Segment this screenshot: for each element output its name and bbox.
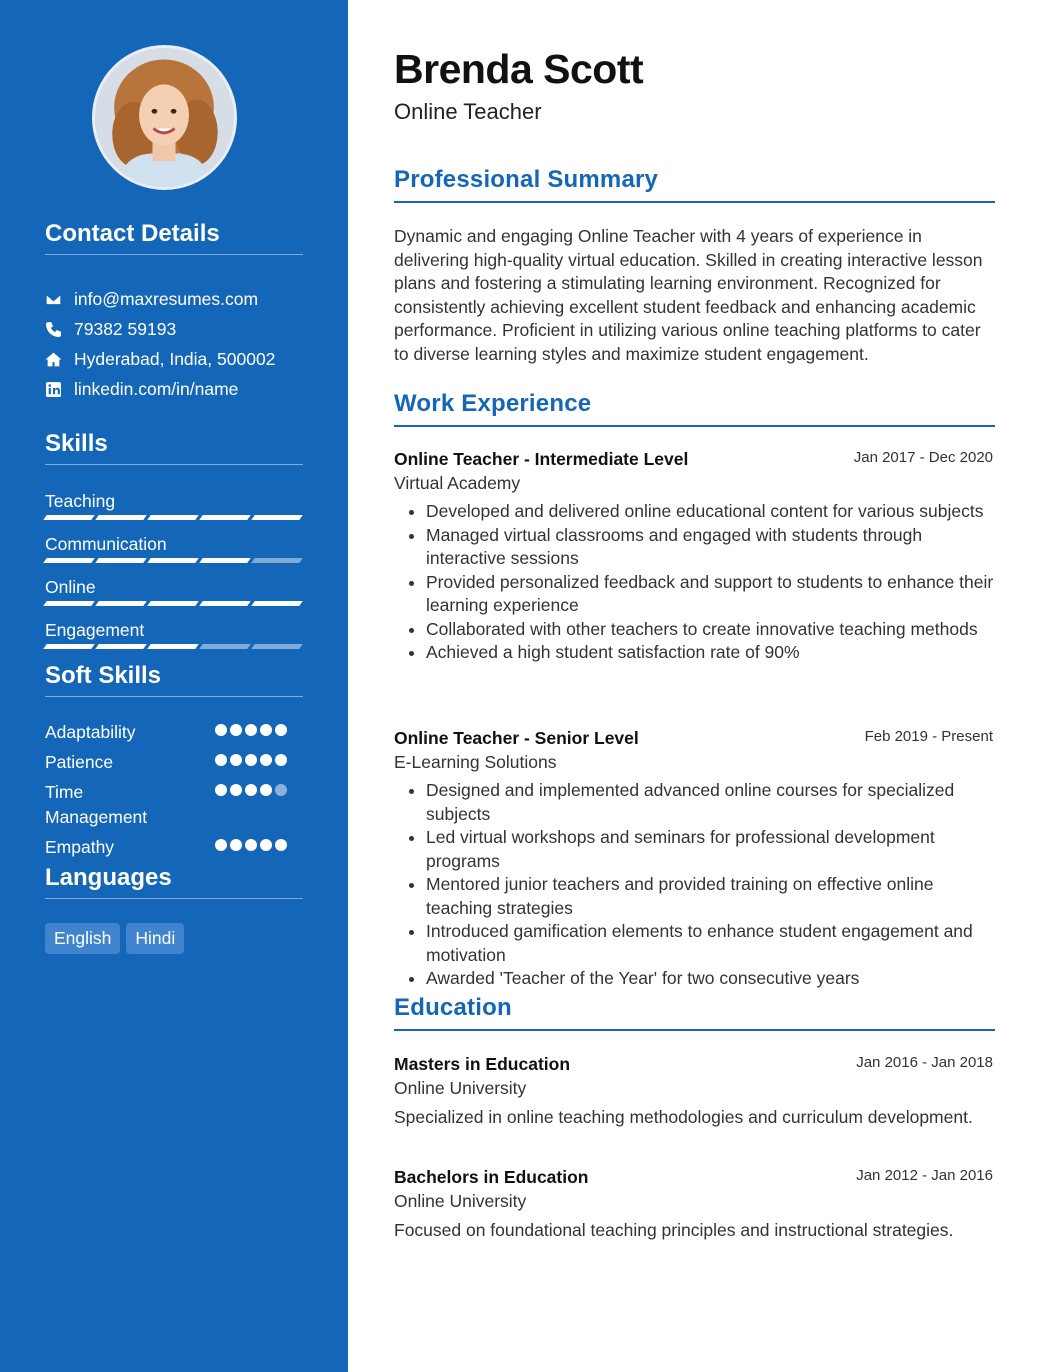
- soft-skill-item: [45, 720, 303, 745]
- skill-rating-bar: [251, 558, 303, 563]
- soft-skill-rating-dot: [245, 754, 257, 766]
- soft-skill-rating-dots: [215, 754, 295, 775]
- skill-rating-bar: [147, 644, 199, 649]
- skill-rating-bar: [199, 558, 251, 563]
- job-bullet: • Designed and implemented advanced online courses for specialized subjects: [426, 779, 995, 826]
- soft-skill-label: Empathy: [45, 837, 115, 857]
- languages-list: [45, 923, 184, 954]
- soft-skill-rating-dot: [245, 784, 257, 796]
- soft-skill-label: Adaptability: [45, 722, 136, 742]
- skill-rating-bar: [43, 644, 95, 649]
- job-date: Jan 2017 - Dec 2020: [853, 449, 993, 466]
- job-bullets: [394, 500, 995, 665]
- language-chip: Hindi: [126, 923, 184, 954]
- skill-rating-bar: [147, 515, 199, 520]
- soft-skill-rating-dots: [215, 724, 295, 745]
- skill-rating-bar: [251, 515, 303, 520]
- soft-skill-item: [45, 780, 303, 830]
- job-entry: [394, 449, 995, 665]
- summary-text: Dynamic and engaging Online Teacher with 4 years of experience in delivering high-quality virtual education. Skilled in creating interactive lesson plans and fostering a stimulating learning environment. Recognized for consistently achieving excellent student feedback and enhancing academic performance. Proficient in utilizing various online teaching platforms to cater to diverse learning styles and maximize student engagement.: [394, 226, 983, 364]
- soft-skills-heading: Soft Skills: [45, 662, 303, 697]
- skill-rating-bar: [95, 601, 147, 606]
- job-title: Online Teacher - Senior Level: [394, 728, 639, 748]
- skill-label: Teaching: [45, 491, 116, 511]
- soft-skill-item: [45, 750, 303, 775]
- skill-rating-bar: [199, 601, 251, 606]
- soft-skill-rating-dot: [260, 784, 272, 796]
- contact-email[interactable]: [45, 284, 315, 314]
- skill-item: [45, 577, 303, 606]
- skill-rating-bar: [147, 601, 199, 606]
- soft-skill-rating-dot: [230, 724, 242, 736]
- soft-skill-rating-dot: [275, 839, 287, 851]
- skill-rating-bar: [43, 601, 95, 606]
- soft-skill-rating-dot: [215, 724, 227, 736]
- job-org: E-Learning Solutions: [394, 752, 557, 772]
- contact-heading: Contact Details: [45, 220, 303, 255]
- education-entry: [394, 1167, 995, 1241]
- summary-heading: Professional Summary: [394, 166, 995, 203]
- job-bullet: • Awarded 'Teacher of the Year' for two consecutive years: [426, 967, 995, 991]
- education-heading: Education: [394, 994, 995, 1031]
- skill-rating-bar: [251, 601, 303, 606]
- contact-email-text: info@maxresumes.com: [74, 288, 259, 309]
- skill-rating-bar: [199, 515, 251, 520]
- skill-rating-bar: [43, 515, 95, 520]
- contact-linkedin-text: linkedin.com/in/name: [74, 378, 239, 399]
- home-icon: [45, 351, 74, 368]
- contact-address: [45, 344, 315, 374]
- education-school: Online University: [394, 1191, 527, 1211]
- soft-skill-rating-dot: [215, 754, 227, 766]
- education-desc: Focused on foundational teaching principles and instructional strategies.: [394, 1220, 954, 1240]
- education-degree: Bachelors in Education: [394, 1167, 589, 1187]
- soft-skill-rating-dot: [275, 724, 287, 736]
- education-degree: Masters in Education: [394, 1054, 571, 1074]
- soft-skill-rating-dot: [215, 784, 227, 796]
- contact-address-text: Hyderabad, India, 500002: [74, 348, 276, 369]
- soft-skill-rating-dots: [215, 839, 295, 860]
- soft-skill-rating-dot: [230, 754, 242, 766]
- soft-skill-rating-dot: [230, 839, 242, 851]
- skill-rating-bar: [199, 644, 251, 649]
- skill-item: [45, 534, 303, 563]
- job-org: Virtual Academy: [394, 473, 521, 493]
- skill-rating-bars: [45, 515, 303, 520]
- skill-rating-bar: [95, 644, 147, 649]
- candidate-role: Online Teacher: [394, 99, 542, 124]
- job-bullet: • Mentored junior teachers and provided training on effective online teaching strategies: [426, 873, 995, 920]
- languages-heading: Languages: [45, 864, 303, 899]
- skill-label: Online: [45, 577, 96, 597]
- skill-rating-bar: [251, 644, 303, 649]
- sidebar: [0, 0, 348, 1372]
- soft-skill-label: Patience: [45, 752, 114, 772]
- avatar: [92, 45, 237, 190]
- education-entry: [394, 1054, 995, 1128]
- soft-skill-rating-dot: [260, 724, 272, 736]
- soft-skill-rating-dot: [260, 839, 272, 851]
- email-icon: [45, 291, 74, 308]
- work-heading: Work Experience: [394, 390, 995, 427]
- soft-skill-label: Time Management: [45, 782, 148, 827]
- linkedin-icon: [45, 381, 74, 398]
- soft-skill-rating-dot: [275, 784, 287, 796]
- education-date: Jan 2016 - Jan 2018: [856, 1054, 993, 1071]
- skills-heading: Skills: [45, 430, 303, 465]
- job-bullet: • Developed and delivered online educational content for various subjects: [426, 500, 995, 524]
- education-date: Jan 2012 - Jan 2016: [856, 1167, 993, 1184]
- skill-rating-bars: [45, 601, 303, 606]
- soft-skill-rating-dot: [260, 754, 272, 766]
- contact-phone[interactable]: [45, 314, 315, 344]
- soft-skill-item: [45, 835, 303, 860]
- contact-linkedin[interactable]: [45, 374, 315, 404]
- job-bullets: [394, 779, 995, 991]
- soft-skill-rating-dot: [245, 839, 257, 851]
- skill-rating-bar: [95, 515, 147, 520]
- job-bullet: • Introduced gamification elements to enhance student engagement and motivation: [426, 920, 995, 967]
- phone-icon: [45, 321, 74, 338]
- profile-photo: [95, 48, 234, 187]
- job-title: Online Teacher - Intermediate Level: [394, 449, 689, 469]
- education-school: Online University: [394, 1078, 527, 1098]
- job-entry: [394, 728, 995, 991]
- skill-rating-bar: [43, 558, 95, 563]
- skill-label: Communication: [45, 534, 167, 554]
- soft-skill-rating-dot: [275, 754, 287, 766]
- skill-label: Engagement: [45, 620, 145, 640]
- job-bullet: • Managed virtual classrooms and engaged with students through interactive sessions: [426, 524, 995, 571]
- job-bullet: • Collaborated with other teachers to create innovative teaching methods: [426, 618, 995, 642]
- education-desc: Specialized in online teaching methodologies and curriculum development.: [394, 1107, 973, 1127]
- job-bullet: • Achieved a high student satisfaction rate of 90%: [426, 641, 995, 665]
- skill-rating-bar: [95, 558, 147, 563]
- skill-rating-bars: [45, 558, 303, 563]
- skill-item: [45, 491, 303, 520]
- soft-skill-rating-dot: [230, 784, 242, 796]
- candidate-name: Brenda Scott: [394, 46, 644, 92]
- job-bullet: • Provided personalized feedback and support to students to enhance their learning experience: [426, 571, 995, 618]
- skill-item: [45, 620, 303, 649]
- skill-rating-bar: [147, 558, 199, 563]
- job-date: Feb 2019 - Present: [864, 728, 993, 745]
- language-chip: English: [45, 923, 120, 954]
- skill-rating-bars: [45, 644, 303, 649]
- soft-skill-rating-dot: [245, 724, 257, 736]
- soft-skill-rating-dots: [215, 784, 295, 805]
- soft-skill-rating-dot: [215, 839, 227, 851]
- job-bullet: • Led virtual workshops and seminars for professional development programs: [426, 826, 995, 873]
- contact-list: [45, 284, 315, 404]
- contact-phone-text: 79382 59193: [74, 318, 177, 339]
